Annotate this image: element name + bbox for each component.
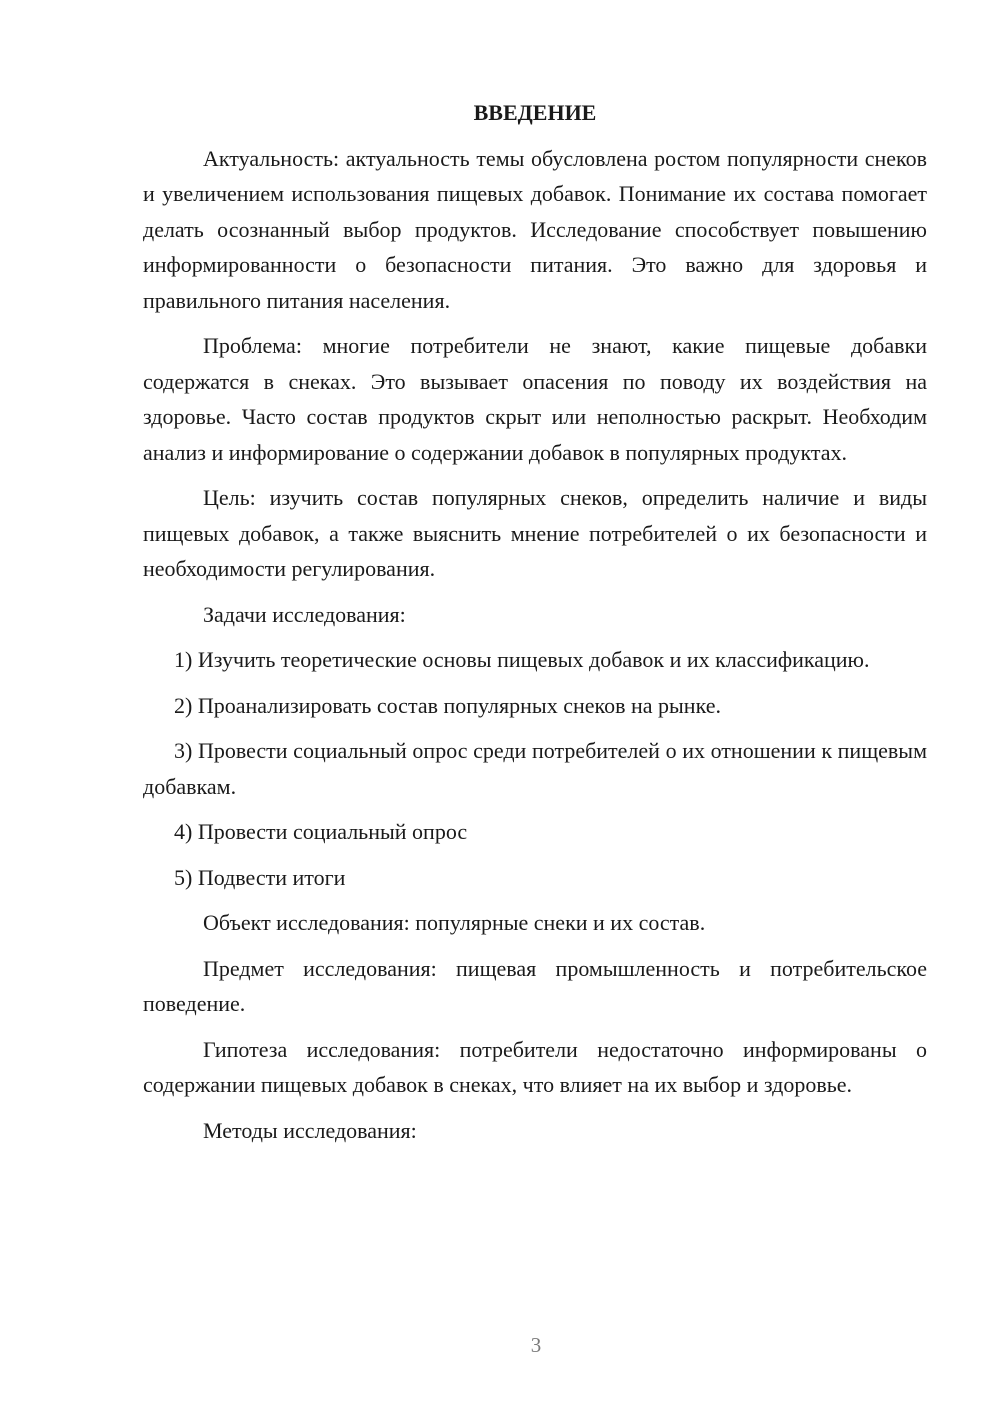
paragraph-relevance: Актуальность: актуальность темы обусловлена ростом популярности снеков и увеличением использования пищевых добавок. Понимание их состава помогает делать осознанный выбор продуктов. Исследование способствует повышению информированности о безопасности питания. Это важно для здоровья и правильного питания населения. <box>143 145 927 313</box>
document-page <box>143 95 927 1158</box>
paragraph-problem: Проблема: многие потребители не знают, какие пищевые добавки содержатся в снеках. Это вызывает опасения по поводу их воздействия на здоровье. Часто состав продуктов скрыт или неполностью раскрыт. Необходим анализ и информирование о содержании добавок в популярных продуктах. <box>143 333 927 465</box>
page-title: ВВЕДЕНИЕ <box>473 100 597 125</box>
page-number: 3 <box>530 1333 542 1357</box>
task-item: 2) Проанализировать состав популярных снеков на рынке. <box>174 692 721 718</box>
task-item: 5) Подвести итоги <box>174 864 346 890</box>
task-item: 1) Изучить теоретические основы пищевых добавок и их классификацию. <box>174 647 870 672</box>
paragraph-goal: Цель: изучить состав популярных снеков, определить наличие и виды пищевых добавок, а также выяснить мнение потребителей о их безопасности и необходимости регулирования. <box>143 485 927 581</box>
paragraph-subject: Предмет исследования: пищевая промышленность и потребительское поведение. <box>143 955 927 1016</box>
task-item: 4) Провести социальный опрос <box>174 819 468 844</box>
paragraph-methods: Методы исследования: <box>203 1117 417 1143</box>
paragraph-hypothesis: Гипотеза исследования: потребители недостаточно информированы о содержании пищевых добавок в снеках, что влияет на их выбор и здоровье. <box>143 1036 927 1097</box>
task-item: 3) Провести социальный опрос среди потребителей о их отношении к пищевым добавкам. <box>143 738 927 799</box>
paragraph-tasks-heading: Задачи исследования: <box>203 601 406 627</box>
paragraph-object: Объект исследования: популярные снеки и их состав. <box>203 910 706 935</box>
